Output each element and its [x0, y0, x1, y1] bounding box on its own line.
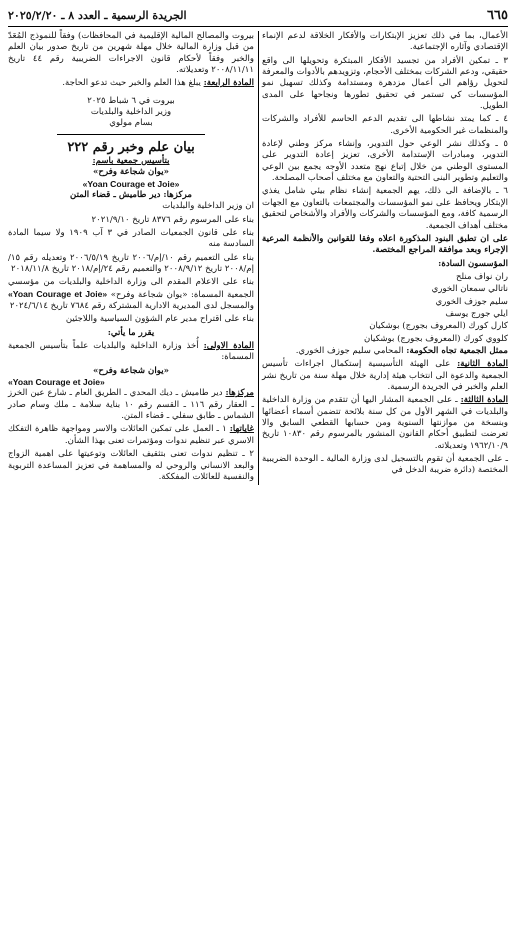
association-name-ar: «يوان شجاعة وفرح»	[93, 167, 169, 178]
goal-item: ١ ـ العمل على تمكين العائلات والاسر ومواجهة ظاهرة التفكك الاسري عبر تنظيم ندوات ومؤتمرات تعنى بهذا الشأن.	[8, 424, 254, 446]
compliance-clause: على ان تطبق البنود المذكورة اعلاه وفقا للقوانين والأنظمة المرعية الإجراء وبعد موافقة المراجع المختصة.	[262, 233, 508, 256]
minister-intro: ان وزير الداخلية والبلديات	[162, 201, 254, 212]
article-four-label: المادة الرابعة:	[203, 78, 254, 89]
article-one	[8, 341, 254, 364]
headquarters-detail	[8, 388, 254, 422]
article-three-label: المادة الثالثة:	[460, 395, 509, 406]
decides-line: يقرر ما يأتي:	[107, 327, 155, 338]
founders-list	[262, 272, 508, 345]
founder-name: ران نواف منلح	[455, 271, 508, 282]
basis-text: والمسجل لدى المديرية الادارية المشتركة رقم ٧٦٨٤ تاريخ ٢٠٢٤/٦/١٤	[9, 301, 254, 312]
column-divider	[258, 31, 259, 485]
government-representative	[262, 346, 508, 357]
page-number: ٦٦٥	[487, 7, 508, 23]
notice-subtitle: بتأسيس جمعية باسم:	[92, 155, 170, 166]
left-column	[8, 31, 254, 485]
paragraph: بيروت والمصالح المالية الإقليمية في المحافظات) وفقاً للنموذج المُعَدّ من قبل وزارة المالية خلال مهلة شهرين من تاريخ صدور بيان العلم والخبر وفقاً لأحكام قانون الاجراءات الضريبية رقم ٤٤ تاريخ ٢٠٠٨/١١/١١ وتعديلاته.	[8, 31, 254, 76]
headquarters-line: مركزها: دير طاميش ـ قضاء المتن	[70, 189, 192, 200]
founder-name: ايلي جورج يوسف	[445, 308, 508, 319]
page-header	[8, 4, 508, 27]
article-two-text: على الهيئة التأسيسية إستكمال اجراءات تأسيس الجمعية والدعوة الى انتخاب هيئة إدارية خلال مهلة سنة من تاريخ نشر العلم والخبر في الجريدة الرسمية.	[262, 359, 508, 392]
basis-line: بناء على قانون الجمعيات الصادر في ٣ آب ١٩٠٩ ولا سيما المادة السادسة منه	[8, 227, 254, 250]
article-four-text: يبلغ هذا العلم والخبر حيث تدعو الحاجة.	[62, 78, 201, 89]
headquarters-text: دير طاميش ـ ديك المحدي ـ الطريق العام ـ شارع عين الخرز ـ العقار رقم ١١٦ ـ القسم رقم ١٠ بناية سلامة ـ ملك وسام صادر الشماس ـ طابق سفلي ـ قضاء المتن.	[8, 388, 254, 422]
article-one-label: المادة الاولى:	[203, 341, 254, 352]
paragraph: ٣ ـ تمكين الأفراد من تجسيد الأفكار المبتكرة وتحويلها الى واقع حقيقي، ودعم الشركات بمختلف الأحجام، وتزويدهم بالأدوات والمعرفة لتحويل رؤاهم الى أعمال مزدهرة ومستدامة وكذلك تسهيل نمو المؤسسات كي تستمر في تحقيق تطورها ونجاحها على المدى الطويل.	[262, 55, 508, 112]
goals-label: غاياتها:	[229, 424, 255, 435]
association-name-ar: «يوان شجاعة وفرح»	[93, 365, 169, 376]
founder-name: ناتالي سمعان الخوري	[431, 284, 508, 295]
basis-line: بناء على التعميم رقم ١٠/إم/٢٠٠٦ تاريخ ٢٠٠٦/٥/١٩ وتعديله رقم ١٥/إم/٢٠٠٨ تاريخ ٢٠٠٨/٩/١٢ والتعميم رقم ٢٤/إم/٢٠١٨ تاريخ ٢٠١٨/١١/٨	[8, 252, 254, 274]
signature-name: بسام مولوي	[109, 118, 153, 129]
article-three	[262, 395, 508, 452]
paragraph: ٦ ـ بالإضافة الى ذلك، يهم الجمعية إنشاء نظام بيئي شامل يغذي الإبتكار ويحافظ على نمو المؤسسات والمجتمعات بالتعاون مع الجهات الرسمية كافة، ومع المؤسسات والشركات والأفراد والأشخاص لتحقيق مختلف أهداف الجمعية.	[262, 186, 508, 231]
paragraph: ٤ ـ كما يمتد نشاطها الى تقديم الدعم الحاسم للأفراد والشركات والمنظمات غير الحكومية الأخرى.	[262, 114, 508, 136]
goals	[8, 424, 254, 447]
article-two-label: المادة الثانية:	[457, 359, 508, 370]
paragraph: الأعمال، بما في ذلك تعزيز الإبتكارات والأفكار الخلاقة لدعم الإنماء الإقتصادي وآثاره الإجتماعية.	[262, 31, 508, 53]
right-column	[262, 31, 508, 485]
headquarters-label: مركزها:	[225, 388, 254, 399]
section-separator	[57, 134, 205, 135]
founder-name: سليم جوزف الخوري	[435, 296, 508, 307]
signature-date: بيروت في ٦ شباط ٢٠٢٥	[87, 95, 175, 106]
association-name-fr: «Yoan Courage et Joie»	[8, 288, 108, 299]
gazette-title: الجريدة الرسمية ـ العدد ٨ ـ ٢٠٢٥/٢/٢٠	[8, 9, 187, 23]
signature-minister: وزير الداخلية والبلديات	[90, 107, 172, 118]
goal-item: ٢ ـ تنظيم ندوات تعنى بتثقيف العائلات وتوعيتها على اهمية الزواج والبعد الانساني والروحي له والمساهمة في تعزيز المساعدة التربوية والنفسية للعائلات المفككة.	[8, 449, 254, 482]
basis-line: بناء على اقتراح مدير عام الشؤون السياسية واللاجئين	[65, 314, 254, 325]
gov-rep-label: ممثل الجمعية تجاه الحكومة:	[406, 345, 508, 356]
article-three-tail: ـ على الجمعية أن تقوم بالتسجيل لدى وزارة المالية ـ الوحدة الضريبية المختصة (دائرة ضريبة الدخل في	[262, 454, 508, 476]
association-name-fr: «Yoan Courage et Joie»	[8, 377, 105, 388]
article-one-text: أُخذ وزارة الداخلية والبلديات علماً بتأسيس الجمعية المسماة:	[8, 341, 254, 363]
founder-name: كارل كورك (المعروف بجورج) بوشكيان	[369, 321, 508, 332]
paragraph: ٥ ـ وكذلك نشر الوعي حول التدوير، وإنشاء مركز وطني لإعادة التدوير، ومبادرات الإستدامة الأخرى، تعزيز إعادة التدوير على المستوى الوطني من خلال إتباع نهج متعدد الأوجه يجمع بين الوعي والتعليم وتطوير البنى التحتية والتعاون مع مختلف أصحاب المصلحة.	[262, 139, 508, 184]
columns	[8, 31, 508, 485]
founder-name: كلووي كورك (المعروف بجورج) بوشكيان	[364, 333, 508, 344]
founders-label: المؤسسون السادة:	[438, 258, 508, 269]
basis-line	[8, 277, 254, 312]
basis-line: بناء على المرسوم رقم ٨٣٧٦ تاريخ ٢٠٢١/٩/١٠	[91, 214, 254, 225]
article-four	[8, 78, 254, 89]
association-name-fr: «Yoan Courage et Joie»	[82, 178, 180, 189]
notice-title: بيان علم وخبر رقم ٢٢٢	[67, 139, 195, 155]
gov-rep-value: المحامي سليم جوزف الخوري.	[295, 345, 404, 356]
article-two	[262, 359, 508, 393]
signature-block	[8, 96, 254, 130]
basis-text: بناء على الاعلام المقدم الى وزارة الداخلية والبلديات من مؤسسي الجمعية المسماة: «يوان شجاعة وفرح»	[8, 277, 254, 300]
article-three-text: ـ على الجمعية المشار اليها أن تتقدم من وزارة الداخلية والبلديات في الشهر الأول من كل سنة بلائحة تتضمن أسماء أعضائها وبنسخة من موازنتها السنوية ومن حسابها القطعي السابق والا تعرضت لتطبيق أحكام القانون المنشور بالمرسوم رقم ١٠٨٣٠ تاريخ ١٩٦٢/١٠/٩ وتعديلاته.	[262, 395, 508, 451]
